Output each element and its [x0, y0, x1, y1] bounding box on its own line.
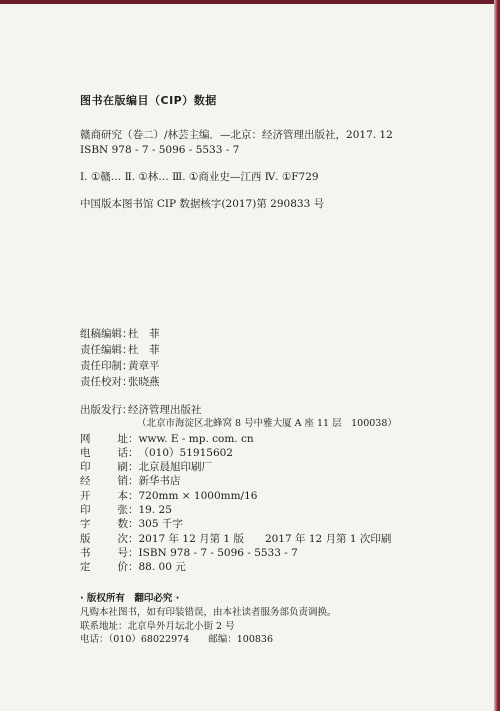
cip-heading: 图书在版编目（CIP）数据 — [80, 94, 217, 107]
pub-label-char: 书 — [80, 546, 91, 559]
pub-label-char: 版 — [80, 532, 91, 545]
publication-info — [80, 403, 470, 575]
pub-label-char: 张 — [117, 504, 128, 517]
pub-row-sheets — [80, 503, 470, 517]
pub-colon: ： — [128, 561, 139, 574]
pub-label — [80, 489, 128, 503]
cip-subjects-line: Ⅰ. ①赣… Ⅱ. ①林… Ⅲ. ①商业史—江西 Ⅳ. ①F729 — [80, 171, 319, 183]
contact-address: 联系地址：北京阜外月坛北小街 2 号 — [80, 620, 235, 632]
pub-value: www. E - mp. com. cn — [138, 432, 254, 445]
pub-colon: ： — [128, 461, 139, 474]
publisher-value: 经济管理出版社 — [128, 404, 202, 416]
pub-label-char: 本 — [117, 489, 128, 502]
pub-colon: ： — [128, 532, 139, 545]
staff-value: 张晓燕 — [128, 376, 160, 388]
pub-row-website — [80, 432, 470, 446]
pub-row-distributor — [80, 474, 470, 488]
staff-row-responsible-editor — [80, 342, 460, 358]
pub-label-char: 字 — [80, 518, 91, 531]
copyright-line: 凡购本社图书，如有印装错误，由本社读者服务部负责调换。 — [80, 607, 337, 618]
pub-label-char: 开 — [80, 489, 91, 502]
pub-label — [80, 503, 128, 517]
pub-label — [80, 432, 128, 446]
pub-value: 新华书店 — [138, 475, 181, 488]
staff-value: 黄章平 — [128, 360, 160, 372]
pub-value: ISBN 978 - 7 - 5096 - 5533 - 7 — [138, 546, 298, 559]
publisher-address-text: （北京市海淀区北蜂窝 8 号中雅大厦 A 座 11 层 100038） — [137, 418, 397, 430]
pub-label-char: 话 — [117, 446, 128, 459]
pub-colon: ： — [128, 475, 139, 488]
cip-title-line: 赣商研究（卷二）/林芸主编．—北京：经济管理出版社，2017. 12 — [80, 129, 393, 141]
pub-row-wordcount — [80, 517, 470, 531]
pub-row-isbn — [80, 546, 470, 560]
copyright-title: · 版权所有 翻印必究 · — [80, 593, 180, 604]
pub-label-char: 电 — [80, 446, 91, 459]
right-edge-strip — [494, 0, 500, 711]
pub-value: 2017 年 12 月第 1 版 2017 年 12 月第 1 次印刷 — [138, 532, 392, 545]
pub-label-char: 网 — [80, 432, 91, 445]
pub-label — [80, 517, 128, 531]
pub-label-char: 次 — [117, 532, 128, 545]
pub-label-char: 号 — [117, 546, 128, 559]
staff-value: 杜 菲 — [128, 344, 160, 356]
pub-row-price — [80, 560, 470, 574]
staff-label: 责任印制： — [80, 360, 133, 372]
staff-row-print-supervisor — [80, 358, 460, 374]
pub-label — [80, 460, 128, 474]
pub-label-char: 数 — [117, 518, 128, 531]
pub-row-edition — [80, 532, 470, 546]
pub-label-char: 印 — [80, 504, 91, 517]
cip-library-line: 中国版本图书馆 CIP 数据核字(2017)第 290833 号 — [80, 198, 325, 210]
pub-label — [80, 446, 128, 460]
pub-colon: ： — [128, 446, 139, 459]
pub-value: 88. 00 元 — [138, 561, 186, 574]
pub-label-char: 址 — [117, 432, 128, 445]
pub-colon: ： — [128, 546, 139, 559]
pub-value: 北京晨旭印刷厂 — [138, 461, 212, 474]
contact-phone: 电话：（010）68022974 邮编：100836 — [80, 634, 274, 645]
cip-data-block — [80, 92, 470, 212]
pub-label-char: 经 — [80, 475, 91, 488]
pub-label — [80, 532, 128, 546]
pub-value: （010）51915602 — [138, 446, 233, 459]
pub-label-char: 销 — [117, 475, 128, 488]
staff-label: 组稿编辑： — [80, 328, 133, 340]
pub-value: 305 千字 — [138, 518, 183, 531]
pub-colon: ： — [128, 504, 139, 517]
cip-spacer — [80, 158, 470, 170]
pub-colon: ： — [128, 489, 139, 502]
publisher-label: 出版发行： — [80, 404, 133, 416]
publisher-row — [80, 403, 470, 417]
pub-label-char: 印 — [80, 461, 91, 474]
pub-row-phone — [80, 446, 470, 460]
staff-label: 责任校对： — [80, 376, 133, 388]
pub-label — [80, 560, 128, 574]
pub-colon: ： — [128, 518, 139, 531]
cip-spacer — [80, 185, 470, 197]
cip-isbn-line: ISBN 978 - 7 - 5096 - 5533 - 7 — [80, 144, 240, 156]
pub-value: 720mm × 1000mm/16 — [138, 489, 258, 502]
editorial-staff-list — [80, 326, 460, 390]
publisher-address — [80, 417, 470, 431]
pub-value: 19. 25 — [138, 504, 172, 517]
pub-label-char: 价 — [117, 561, 128, 574]
pub-label-char: 定 — [80, 561, 91, 574]
pub-row-format — [80, 489, 470, 503]
copyright-notice — [80, 592, 470, 647]
staff-value: 杜 菲 — [128, 328, 160, 340]
staff-row-acquisition-editor — [80, 326, 460, 342]
staff-label: 责任编辑： — [80, 344, 133, 356]
pub-label — [80, 474, 128, 488]
pub-row-printer — [80, 460, 470, 474]
pub-colon: ： — [128, 432, 139, 445]
top-edge-strip — [0, 0, 500, 4]
staff-row-proofreader — [80, 374, 460, 390]
pub-label — [80, 546, 128, 560]
pub-label-char: 刷 — [117, 461, 128, 474]
